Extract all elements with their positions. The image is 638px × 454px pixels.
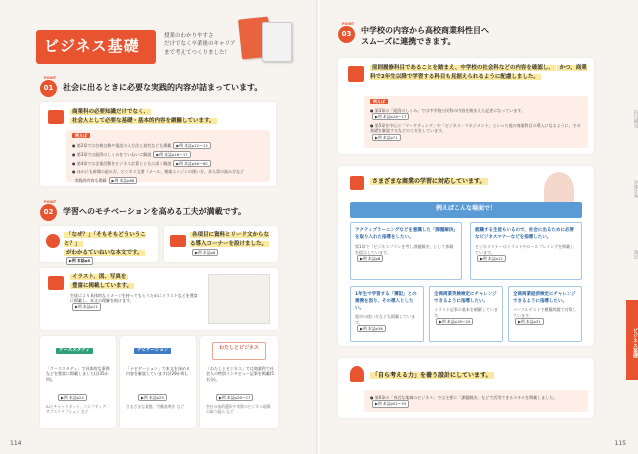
side-tab-active[interactable]: ビジネス基礎 xyxy=(626,300,638,380)
list-item: ● 第6章の「身近な地域のビジネス」では主要に「課題解決」などで活用できるスキルを掲載しました。▶例 本誌p52〜55 xyxy=(370,395,558,407)
page-ref: ▶例 本誌p58〜60 xyxy=(173,160,210,167)
subtitle-line: 授業のわかりやすさ xyxy=(164,33,214,39)
scenario-box: 全商商業英検検定にチャレンジできるように指導したい。 イラスト記事の基本を網羅しています。 ▶例 本誌p18〜20 xyxy=(429,286,503,342)
page-ref: ▶例 本誌p71 xyxy=(372,134,401,141)
briefcase-icon xyxy=(48,110,64,124)
page-title: ビジネス基礎 xyxy=(36,30,156,64)
left-page xyxy=(0,0,318,454)
page-ref: ▶例 本誌p16〜17 xyxy=(372,113,409,120)
case-study-tag: ケーススタディ xyxy=(56,348,93,354)
feature-note: 会社の技術選択や実際のビジネス現場の取り組み など xyxy=(206,404,271,415)
page-ref: ▶例 本誌p25 xyxy=(138,394,167,401)
page-ref: ▶例 本誌p12〜13 xyxy=(173,142,210,149)
page-ref: ▶例 本誌p8 xyxy=(357,255,383,262)
highlight-text: 原則履修科目であることを踏まえ、中学校の社会科などの内容を確認し、 xyxy=(372,65,554,71)
page-number: 114 xyxy=(10,439,22,447)
section-card xyxy=(338,166,594,346)
section-header xyxy=(338,26,489,48)
page-ref: ▶例 本誌p8 xyxy=(66,257,93,264)
point-label: POINT xyxy=(44,200,57,204)
page-ref: ▶例 本誌p24 xyxy=(58,394,87,401)
section-title: 社会に出るときに必要な実践的内容が詰まっています。 xyxy=(63,83,263,93)
section-title: 学習へのモチベーションを高める工夫が満載です。 xyxy=(63,207,247,217)
feature-column xyxy=(40,336,116,428)
list-item: ● ほかにも新聞の読み方、ビジネス文書（メール、検索エンジンの使い方、求人票の読み方など xyxy=(72,169,245,175)
example-label: 例えば xyxy=(72,133,90,138)
feature-card xyxy=(40,268,278,330)
page-number: 115 xyxy=(614,439,626,447)
scenario-box: アクティブラーニングなどを意識した「課題解決」を取り入れた指導をしたい。 第1章で「ビジネスプランを考し課題解決」として体験を提示しています。 ▶例 本誌p8 xyxy=(350,222,462,280)
example-box xyxy=(364,96,588,148)
section-card xyxy=(40,102,276,186)
list-item: ● 第2章では名刺交換や電話の入方法と追究なども掲載 ▶例 本誌p12〜13 xyxy=(72,142,264,149)
page-ref: ▶例 本誌p68 xyxy=(109,177,138,184)
scenario-box: 就職する生徒もいるので、社会に出るために必要なビジネスマナーなどを指導したい。 ビジネスマナーはイラストやロールプレイングを掲載しています。 ▶例 本誌p12 xyxy=(470,222,582,280)
navigation-tag: ナビゲーション xyxy=(134,348,171,354)
image-icon xyxy=(48,276,64,290)
section-number: 02 xyxy=(40,204,57,221)
textbook-page-image xyxy=(262,22,292,62)
feature-body: 生徒により具体的なイメージを持ってもらうためにイラストなどを豊富に掲載し、本文の理解を助けます。 xyxy=(70,292,198,303)
example-heading: 例えばこんな場面で！ xyxy=(350,202,582,218)
subtitle-line: まで考えてつくりました！ xyxy=(164,49,231,56)
feature-note: さまざまな業態、労働基準法 など xyxy=(126,404,185,409)
section-number: 03 xyxy=(338,26,355,43)
feature-text: 「ナビゲーション」で本文を深める内容を解説しています(計29か所)。 xyxy=(126,366,191,377)
page-subtitle xyxy=(164,32,236,57)
right-page xyxy=(320,0,638,454)
scenario-box: 全商商業経済検定にチャレンジできるように指導したい。 パーフルテストで模擬問題で対策しています。 ▶例 本誌p31 xyxy=(508,286,582,342)
highlight-text: かつ、商業科で2年生以降で学習する科目も見据えられるように配慮しました。 xyxy=(370,65,587,80)
section-title: 「自ら考える力」を養う設計にしています。 xyxy=(372,372,492,379)
page-ref: ▶例 本誌p11 xyxy=(72,303,101,310)
feature-note: AIとチャットボット、コンプティア、サブスクリプション など xyxy=(46,404,110,415)
page-ref: ▶例 本誌p16〜17 xyxy=(153,151,190,158)
page-ref: ▶例 本誌p52〜55 xyxy=(372,400,409,407)
example-box xyxy=(364,390,588,412)
feature-card xyxy=(40,226,158,262)
section-header xyxy=(40,80,262,97)
feature-column xyxy=(200,336,278,428)
highlight-text: 各項目に資料とリード文からなる導入コーナーを設けました。 xyxy=(190,232,270,247)
section-header xyxy=(40,204,246,221)
point-label: POINT xyxy=(44,76,57,80)
feature-column xyxy=(120,336,196,428)
question-icon xyxy=(46,234,60,248)
school-icon xyxy=(348,66,364,82)
page-ref: ▶例 本誌p8 xyxy=(192,249,218,256)
feature-card xyxy=(164,226,278,262)
highlight-text: がわかるていねいな本文です。 xyxy=(66,249,143,256)
page-ref: ▶例 本誌p31 xyxy=(515,318,544,325)
section-card xyxy=(338,58,594,154)
section-title: 中学校の内容から高校商業科性目へ スムーズに連携できます。 xyxy=(361,26,489,46)
watashi-business-tag: わたしとビジネス xyxy=(212,342,266,360)
page-ref: ▶例 本誌p36 xyxy=(357,325,386,332)
sample-page-image xyxy=(208,274,270,324)
section-title: さまざまな商業の学習に対応しています。 xyxy=(372,178,486,185)
side-tab[interactable]: 科目構成 xyxy=(633,110,638,128)
example-box xyxy=(66,130,270,182)
feature-text: 「わたしとビジネス」では商業科で社会人の特別インタビュー記事を掲載(5名分)。 xyxy=(206,366,274,382)
point-label: POINT xyxy=(342,22,355,26)
list-item: ● 第5章を中心に「マーケティング」や「ビジネス・マネジメント」といった他の商業科目の導入になるように、その基礎を解説するなどの工夫をしています。 xyxy=(370,122,581,134)
section-number: 01 xyxy=(40,80,57,97)
example-label: 例えば xyxy=(370,99,388,104)
subtitle-line: だけでなく卒業後のキャリア xyxy=(164,41,236,48)
chart-icon xyxy=(350,176,364,190)
side-tab[interactable]: 評価計画 xyxy=(633,180,638,198)
highlight-text: 「なぜ？」「そもそもどういうこと？」 xyxy=(64,232,146,247)
highlight-text: 商業科の必要知識だけでなく、 xyxy=(72,109,149,115)
page-ref: ▶例 本誌p26〜27 xyxy=(216,394,253,401)
scenario-box: 1年生で学習する「簿記」との連携を図り、その導入としたい。 電卓の使い方なども掲載しています。 ▶例 本誌p36 xyxy=(350,286,424,342)
lightbulb-icon xyxy=(350,366,364,382)
list-item: ● 第3章の「経済のしくみ」では中学校公民科の内容を踏まえた記述になっています。 xyxy=(370,107,525,113)
list-item: ● 第3章では経済のしくみをていねいに解説 ▶例 本誌p16〜17 xyxy=(72,151,264,158)
feature-text: 「ケーススタディ」で具体的な事例などを豊富に掲載しました(計35か所)。 xyxy=(46,366,110,382)
list-item: ● 第4章では企業活動をビジネス計算とともに深く解説 ▶例 本誌p58〜60 xyxy=(72,160,264,167)
section-card xyxy=(338,358,594,418)
page-ref: ▶例 本誌p12 xyxy=(477,255,506,262)
side-tab[interactable]: 簿記 xyxy=(633,250,638,259)
highlight-text: 豊富に掲載しています。 xyxy=(72,282,133,289)
list-item: 実践的内容も掲載 ▶例 本誌p68 xyxy=(72,177,264,184)
highlight-text: 社会人として必要な基礎・基本的内容を網羅しています。 xyxy=(72,117,215,124)
highlight-text: イラスト、図、写真を xyxy=(72,274,127,280)
page-ref: ▶例 本誌p18〜20 xyxy=(436,318,473,325)
book-icon xyxy=(170,235,186,247)
